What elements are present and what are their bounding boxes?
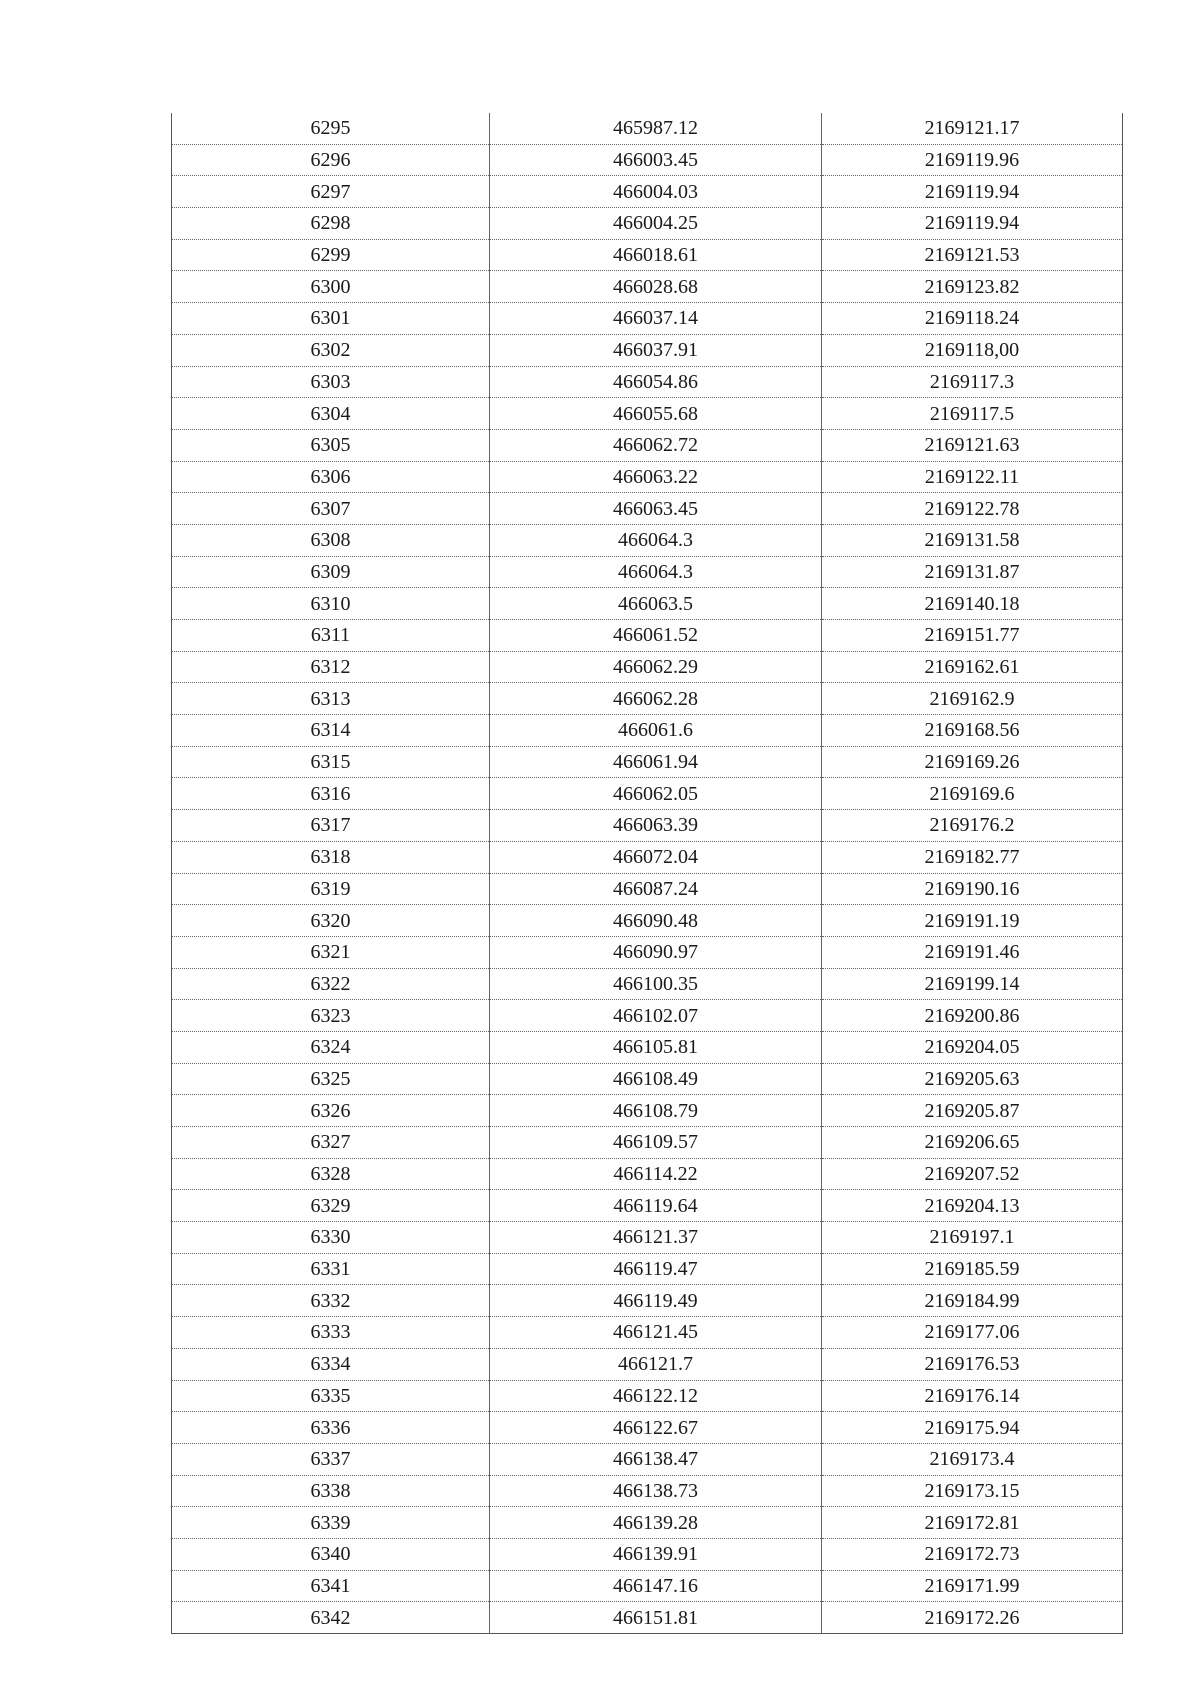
y-coordinate-cell: 2169162.9	[822, 683, 1123, 715]
y-coordinate-cell: 2169199.14	[822, 968, 1123, 1000]
table-row	[172, 1190, 1123, 1222]
x-coordinate-cell: 466105.81	[490, 1031, 822, 1063]
y-coordinate-cell: 2169140.18	[822, 588, 1123, 620]
point-number-cell: 6339	[172, 1507, 490, 1539]
point-number-cell: 6341	[172, 1570, 490, 1602]
y-coordinate-cell: 2169122.78	[822, 493, 1123, 525]
point-number-cell: 6320	[172, 905, 490, 937]
table-row	[172, 651, 1123, 683]
table-row	[172, 715, 1123, 747]
x-coordinate-cell: 466121.45	[490, 1317, 822, 1349]
table-row	[172, 1443, 1123, 1475]
point-number-cell: 6309	[172, 556, 490, 588]
point-number-cell: 6328	[172, 1158, 490, 1190]
x-coordinate-cell: 466064.3	[490, 556, 822, 588]
x-coordinate-cell: 466055.68	[490, 398, 822, 430]
table-row	[172, 334, 1123, 366]
y-coordinate-cell: 2169176.53	[822, 1348, 1123, 1380]
point-number-cell: 6321	[172, 936, 490, 968]
table-row	[172, 1475, 1123, 1507]
x-coordinate-cell: 466139.91	[490, 1538, 822, 1570]
table-row	[172, 1348, 1123, 1380]
table-row	[172, 873, 1123, 905]
x-coordinate-cell: 466108.49	[490, 1063, 822, 1095]
y-coordinate-cell: 2169172.73	[822, 1538, 1123, 1570]
x-coordinate-cell: 466061.94	[490, 746, 822, 778]
point-number-cell: 6338	[172, 1475, 490, 1507]
table-row	[172, 208, 1123, 240]
point-number-cell: 6335	[172, 1380, 490, 1412]
x-coordinate-cell: 466061.52	[490, 620, 822, 652]
y-coordinate-cell: 2169119.94	[822, 208, 1123, 240]
point-number-cell: 6304	[172, 398, 490, 430]
point-number-cell: 6334	[172, 1348, 490, 1380]
x-coordinate-cell: 466100.35	[490, 968, 822, 1000]
point-number-cell: 6323	[172, 1000, 490, 1032]
point-number-cell: 6331	[172, 1253, 490, 1285]
y-coordinate-cell: 2169176.14	[822, 1380, 1123, 1412]
x-coordinate-cell: 466119.47	[490, 1253, 822, 1285]
point-number-cell: 6340	[172, 1538, 490, 1570]
y-coordinate-cell: 2169117.5	[822, 398, 1123, 430]
table-row	[172, 398, 1123, 430]
table-row	[172, 746, 1123, 778]
y-coordinate-cell: 2169206.65	[822, 1127, 1123, 1159]
y-coordinate-cell: 2169172.26	[822, 1602, 1123, 1634]
point-number-cell: 6306	[172, 461, 490, 493]
table-row	[172, 1031, 1123, 1063]
table-row	[172, 556, 1123, 588]
y-coordinate-cell: 2169204.13	[822, 1190, 1123, 1222]
coordinates-table-body	[172, 113, 1123, 1634]
x-coordinate-cell: 466062.28	[490, 683, 822, 715]
y-coordinate-cell: 2169118,00	[822, 334, 1123, 366]
table-row	[172, 1570, 1123, 1602]
table-row	[172, 1317, 1123, 1349]
point-number-cell: 6333	[172, 1317, 490, 1349]
table-row	[172, 239, 1123, 271]
x-coordinate-cell: 466063.45	[490, 493, 822, 525]
y-coordinate-cell: 2169184.99	[822, 1285, 1123, 1317]
x-coordinate-cell: 466004.03	[490, 176, 822, 208]
table-row	[172, 810, 1123, 842]
x-coordinate-cell: 466090.48	[490, 905, 822, 937]
x-coordinate-cell: 466138.73	[490, 1475, 822, 1507]
y-coordinate-cell: 2169131.58	[822, 524, 1123, 556]
x-coordinate-cell: 466119.64	[490, 1190, 822, 1222]
point-number-cell: 6303	[172, 366, 490, 398]
x-coordinate-cell: 466004.25	[490, 208, 822, 240]
x-coordinate-cell: 466087.24	[490, 873, 822, 905]
y-coordinate-cell: 2169207.52	[822, 1158, 1123, 1190]
point-number-cell: 6308	[172, 524, 490, 556]
x-coordinate-cell: 466064.3	[490, 524, 822, 556]
x-coordinate-cell: 466108.79	[490, 1095, 822, 1127]
x-coordinate-cell: 466121.7	[490, 1348, 822, 1380]
y-coordinate-cell: 2169171.99	[822, 1570, 1123, 1602]
y-coordinate-cell: 2169175.94	[822, 1412, 1123, 1444]
point-number-cell: 6300	[172, 271, 490, 303]
table-row	[172, 113, 1123, 144]
x-coordinate-cell: 466003.45	[490, 144, 822, 176]
x-coordinate-cell: 466063.22	[490, 461, 822, 493]
point-number-cell: 6302	[172, 334, 490, 366]
point-number-cell: 6315	[172, 746, 490, 778]
y-coordinate-cell: 2169172.81	[822, 1507, 1123, 1539]
table-row	[172, 176, 1123, 208]
y-coordinate-cell: 2169119.96	[822, 144, 1123, 176]
point-number-cell: 6325	[172, 1063, 490, 1095]
table-row	[172, 1063, 1123, 1095]
x-coordinate-cell: 466122.67	[490, 1412, 822, 1444]
y-coordinate-cell: 2169204.05	[822, 1031, 1123, 1063]
table-row	[172, 905, 1123, 937]
x-coordinate-cell: 466109.57	[490, 1127, 822, 1159]
x-coordinate-cell: 466090.97	[490, 936, 822, 968]
x-coordinate-cell: 466151.81	[490, 1602, 822, 1634]
point-number-cell: 6317	[172, 810, 490, 842]
y-coordinate-cell: 2169121.63	[822, 429, 1123, 461]
x-coordinate-cell: 466122.12	[490, 1380, 822, 1412]
point-number-cell: 6319	[172, 873, 490, 905]
table-row	[172, 1602, 1123, 1634]
table-row	[172, 303, 1123, 335]
table-row	[172, 366, 1123, 398]
point-number-cell: 6301	[172, 303, 490, 335]
x-coordinate-cell: 466063.39	[490, 810, 822, 842]
point-number-cell: 6336	[172, 1412, 490, 1444]
table-row	[172, 683, 1123, 715]
y-coordinate-cell: 2169151.77	[822, 620, 1123, 652]
table-row	[172, 1158, 1123, 1190]
point-number-cell: 6297	[172, 176, 490, 208]
y-coordinate-cell: 2169121.53	[822, 239, 1123, 271]
point-number-cell: 6313	[172, 683, 490, 715]
table-row	[172, 144, 1123, 176]
table-row	[172, 493, 1123, 525]
point-number-cell: 6299	[172, 239, 490, 271]
x-coordinate-cell: 466138.47	[490, 1443, 822, 1475]
y-coordinate-cell: 2169191.19	[822, 905, 1123, 937]
point-number-cell: 6330	[172, 1222, 490, 1254]
y-coordinate-cell: 2169185.59	[822, 1253, 1123, 1285]
y-coordinate-cell: 2169197.1	[822, 1222, 1123, 1254]
point-number-cell: 6314	[172, 715, 490, 747]
point-number-cell: 6295	[310, 117, 351, 140]
point-number-cell: 6298	[172, 208, 490, 240]
table-row	[172, 271, 1123, 303]
point-number-cell: 6318	[172, 841, 490, 873]
point-number-cell: 6305	[172, 429, 490, 461]
table-row	[172, 588, 1123, 620]
point-number-cell: 6296	[172, 144, 490, 176]
table-row	[172, 1412, 1123, 1444]
x-coordinate-cell: 466139.28	[490, 1507, 822, 1539]
y-coordinate-cell: 2169168.56	[822, 715, 1123, 747]
x-coordinate-cell: 466062.29	[490, 651, 822, 683]
y-coordinate-cell: 2169169.6	[822, 778, 1123, 810]
x-coordinate-cell: 466072.04	[490, 841, 822, 873]
y-coordinate-cell: 2169191.46	[822, 936, 1123, 968]
table-row	[172, 429, 1123, 461]
y-coordinate-cell: 2169176.2	[822, 810, 1123, 842]
x-coordinate-cell: 466018.61	[490, 239, 822, 271]
y-coordinate-cell: 2169162.61	[822, 651, 1123, 683]
table-row	[172, 1538, 1123, 1570]
table-row	[172, 620, 1123, 652]
y-coordinate-cell: 2169169.26	[822, 746, 1123, 778]
table-row	[172, 1380, 1123, 1412]
point-number-cell: 6312	[172, 651, 490, 683]
x-coordinate-cell: 466121.37	[490, 1222, 822, 1254]
y-coordinate-cell: 2169123.82	[822, 271, 1123, 303]
point-number-cell: 6307	[172, 493, 490, 525]
table-row	[172, 778, 1123, 810]
x-coordinate-cell: 465987.12	[490, 113, 822, 144]
y-coordinate-cell: 2169119.94	[822, 176, 1123, 208]
x-coordinate-cell: 466028.68	[490, 271, 822, 303]
y-coordinate-cell: 2169118.24	[822, 303, 1123, 335]
x-coordinate-cell: 466037.91	[490, 334, 822, 366]
point-number-cell: 6326	[172, 1095, 490, 1127]
x-coordinate-cell: 466062.72	[490, 429, 822, 461]
table-row	[172, 936, 1123, 968]
table-row	[172, 1507, 1123, 1539]
x-coordinate-cell: 466114.22	[490, 1158, 822, 1190]
table-row	[172, 1000, 1123, 1032]
point-number-cell: 6310	[172, 588, 490, 620]
point-number-cell: 6311	[172, 620, 490, 652]
point-number-cell: 6332	[172, 1285, 490, 1317]
x-coordinate-cell: 466147.16	[490, 1570, 822, 1602]
y-coordinate-cell: 2169122.11	[822, 461, 1123, 493]
point-number-cell: 6324	[172, 1031, 490, 1063]
y-coordinate-cell: 2169131.87	[822, 556, 1123, 588]
x-coordinate-cell: 466061.6	[490, 715, 822, 747]
point-number-cell: 6329	[172, 1190, 490, 1222]
y-coordinate-cell: 2169205.87	[822, 1095, 1123, 1127]
x-coordinate-cell: 466102.07	[490, 1000, 822, 1032]
y-coordinate-cell: 2169173.4	[822, 1443, 1123, 1475]
table-row	[172, 1222, 1123, 1254]
y-coordinate-cell: 2169190.16	[822, 873, 1123, 905]
y-coordinate-cell: 2169117.3	[822, 366, 1123, 398]
table-row	[172, 524, 1123, 556]
y-coordinate-cell: 2169200.86	[822, 1000, 1123, 1032]
y-coordinate-cell: 2169121.17	[822, 113, 1123, 144]
table-row	[172, 461, 1123, 493]
point-number-cell: 6322	[172, 968, 490, 1000]
y-coordinate-cell: 2169182.77	[822, 841, 1123, 873]
point-number-cell: 6337	[172, 1443, 490, 1475]
table-row	[172, 1127, 1123, 1159]
point-number-cell: 6327	[172, 1127, 490, 1159]
coordinates-table	[171, 113, 1123, 1634]
y-coordinate-cell: 2169205.63	[822, 1063, 1123, 1095]
table-row	[172, 968, 1123, 1000]
y-coordinate-cell: 2169173.15	[822, 1475, 1123, 1507]
point-number-cell: 6342	[172, 1602, 490, 1634]
table-row	[172, 1095, 1123, 1127]
y-coordinate-cell: 2169177.06	[822, 1317, 1123, 1349]
x-coordinate-cell: 466119.49	[490, 1285, 822, 1317]
table-row	[172, 1285, 1123, 1317]
x-coordinate-cell: 466054.86	[490, 366, 822, 398]
point-number-cell: 6316	[172, 778, 490, 810]
x-coordinate-cell: 466037.14	[490, 303, 822, 335]
table-row	[172, 1253, 1123, 1285]
x-coordinate-cell: 466063.5	[490, 588, 822, 620]
table-row	[172, 841, 1123, 873]
x-coordinate-cell: 466062.05	[490, 778, 822, 810]
